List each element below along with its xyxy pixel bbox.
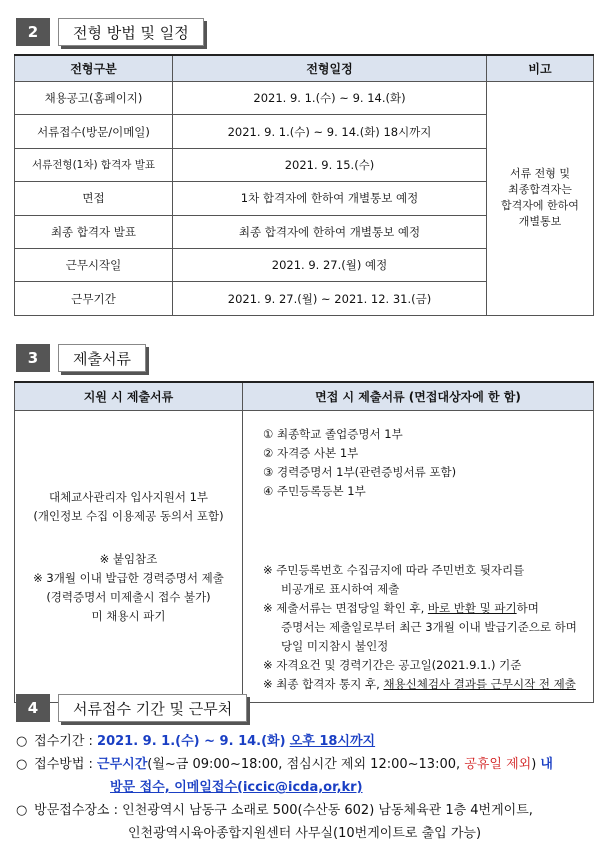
stage-cell: 근무시작일 xyxy=(15,248,173,281)
period-label: 접수기간 : xyxy=(34,734,93,749)
note-line: 최종합격자는 xyxy=(508,183,572,197)
section-number: 2 xyxy=(16,18,50,46)
section-title: 제출서류 xyxy=(58,344,146,372)
bullet: ○ xyxy=(16,734,28,749)
application-docs-cell xyxy=(15,411,243,703)
doc-item: ② 자격증 사본 1부 xyxy=(263,446,359,460)
col-header-stage: 전형구분 xyxy=(15,55,173,82)
note-text: ※ 최종 합격자 통지 후, xyxy=(263,677,384,691)
doc-note: ※ 자격요건 및 경력기간은 공고일(2021.9.1.) 기준 xyxy=(263,658,522,672)
stage-cell: 서류접수(방문/이메일) xyxy=(15,115,173,148)
doc-note: 증명서는 제출일로부터 최근 3개월 이내 발급기준으로 하며 xyxy=(281,620,577,634)
place-line xyxy=(16,799,601,822)
doc-note: 미 채용시 파기 xyxy=(91,608,166,623)
stage-cell: 최종 합격자 발표 xyxy=(15,215,173,248)
schedule-cell: 2021. 9. 15.(수) xyxy=(173,148,487,181)
method-text: (월~금 09:00~18:00, 점심시간 제외 12:00~13:00, xyxy=(147,757,465,772)
section-title: 전형 방법 및 일정 xyxy=(58,18,204,46)
note-line: 개별통보 xyxy=(518,215,562,229)
section-3-header xyxy=(16,344,146,372)
doc-note: (경력증명서 미제출시 접수 불가) xyxy=(46,589,211,604)
section-2-header xyxy=(16,18,204,46)
period-line xyxy=(16,730,601,753)
note-underlined: 바로 반환 및 파기 xyxy=(427,601,517,615)
doc-note: ※ 3개월 이내 발급한 경력증명서 제출 xyxy=(33,570,224,585)
place-address-2: 인천광역시육아종합지원센터 사무실(10번게이트로 출입 가능) xyxy=(128,826,482,841)
doc-note xyxy=(263,675,585,694)
method-tail: 내 xyxy=(540,757,553,772)
note-line: 서류 전형 및 xyxy=(509,167,571,181)
doc-note: 당일 미지참시 불인정 xyxy=(281,639,389,653)
col-header-application-docs: 지원 시 제출서류 xyxy=(15,382,243,411)
stage-cell: 서류전형(1차) 합격자 발표 xyxy=(15,148,173,181)
note-cell xyxy=(487,82,594,316)
bullet: ○ xyxy=(16,803,28,818)
method-label: 접수방법 : xyxy=(34,757,93,772)
note-line: 합격자에 한하여 xyxy=(501,199,579,213)
place-address: 인천광역시 남동구 소래로 500(수산동 602) 남동체육관 1층 4번게이트, xyxy=(122,803,533,818)
method-text: ) xyxy=(531,757,537,772)
schedule-cell: 2021. 9. 1.(수) ~ 9. 14.(화) xyxy=(173,82,487,115)
col-header-interview-docs: 면접 시 제출서류 (면접대상자에 한 함) xyxy=(243,382,594,411)
schedule-cell: 2021. 9. 1.(수) ~ 9. 14.(화) 18시까지 xyxy=(173,115,487,148)
stage-cell: 채용공고(홈페이지) xyxy=(15,82,173,115)
period-deadline: 오후 18시까지 xyxy=(289,734,376,749)
note-text: 하며 xyxy=(516,601,539,615)
period-value: 2021. 9. 1.(수) ~ 9. 14.(화) xyxy=(97,734,286,749)
documents-table xyxy=(14,381,594,703)
doc-note: ※ 주민등록번호 수집금지에 따라 주민번호 뒷자리를 xyxy=(263,563,525,577)
doc-note: 비공개로 표시하여 제출 xyxy=(281,582,400,596)
schedule-cell: 1차 합격자에 한하여 개별통보 예정 xyxy=(173,182,487,215)
method-email: 방문 접수, 이메일접수(iccic@icda,or,kr) xyxy=(110,780,363,795)
schedule-cell: 2021. 9. 27.(월) 예정 xyxy=(173,248,487,281)
interview-docs-cell xyxy=(243,411,594,703)
doc-note: ※ 붙임참조 xyxy=(99,551,158,566)
note-text: ※ 제출서류는 면접당일 확인 후, xyxy=(263,601,428,615)
section-4-header xyxy=(16,694,247,722)
doc-note xyxy=(263,599,585,618)
bullet: ○ xyxy=(16,757,28,772)
col-header-schedule: 전형일정 xyxy=(173,55,487,82)
doc-line: 대체교사관리자 입사지원서 1부 xyxy=(48,489,209,504)
schedule-cell: 최종 합격자에 한하여 개별통보 예정 xyxy=(173,215,487,248)
stage-cell: 면접 xyxy=(15,182,173,215)
method-hours: 근무시간 xyxy=(97,757,148,772)
col-header-note: 비고 xyxy=(487,55,594,82)
section-title: 서류접수 기간 및 근무처 xyxy=(58,694,247,722)
schedule-table xyxy=(14,54,594,316)
note-underlined: 채용신체검사 결과를 근무시작 전 제출 xyxy=(383,677,576,691)
stage-cell: 근무기간 xyxy=(15,282,173,315)
doc-item: ① 최종학교 졸업증명서 1부 xyxy=(263,427,403,441)
doc-line: (개인정보 수집 이용제공 동의서 포함) xyxy=(33,508,224,523)
place-label: 방문접수장소 : xyxy=(34,803,119,818)
schedule-cell: 2021. 9. 27.(월) ~ 2021. 12. 31.(금) xyxy=(173,282,487,315)
method-holiday: 공휴일 제외 xyxy=(464,757,532,772)
section-number: 4 xyxy=(16,694,50,722)
application-info xyxy=(16,730,601,845)
method-line-2 xyxy=(16,776,601,799)
doc-item: ④ 주민등록등본 1부 xyxy=(263,484,366,498)
method-line xyxy=(16,753,601,776)
table-row xyxy=(15,82,594,115)
doc-item: ③ 경력증명서 1부(관련증빙서류 포함) xyxy=(263,465,457,479)
section-number: 3 xyxy=(16,344,50,372)
